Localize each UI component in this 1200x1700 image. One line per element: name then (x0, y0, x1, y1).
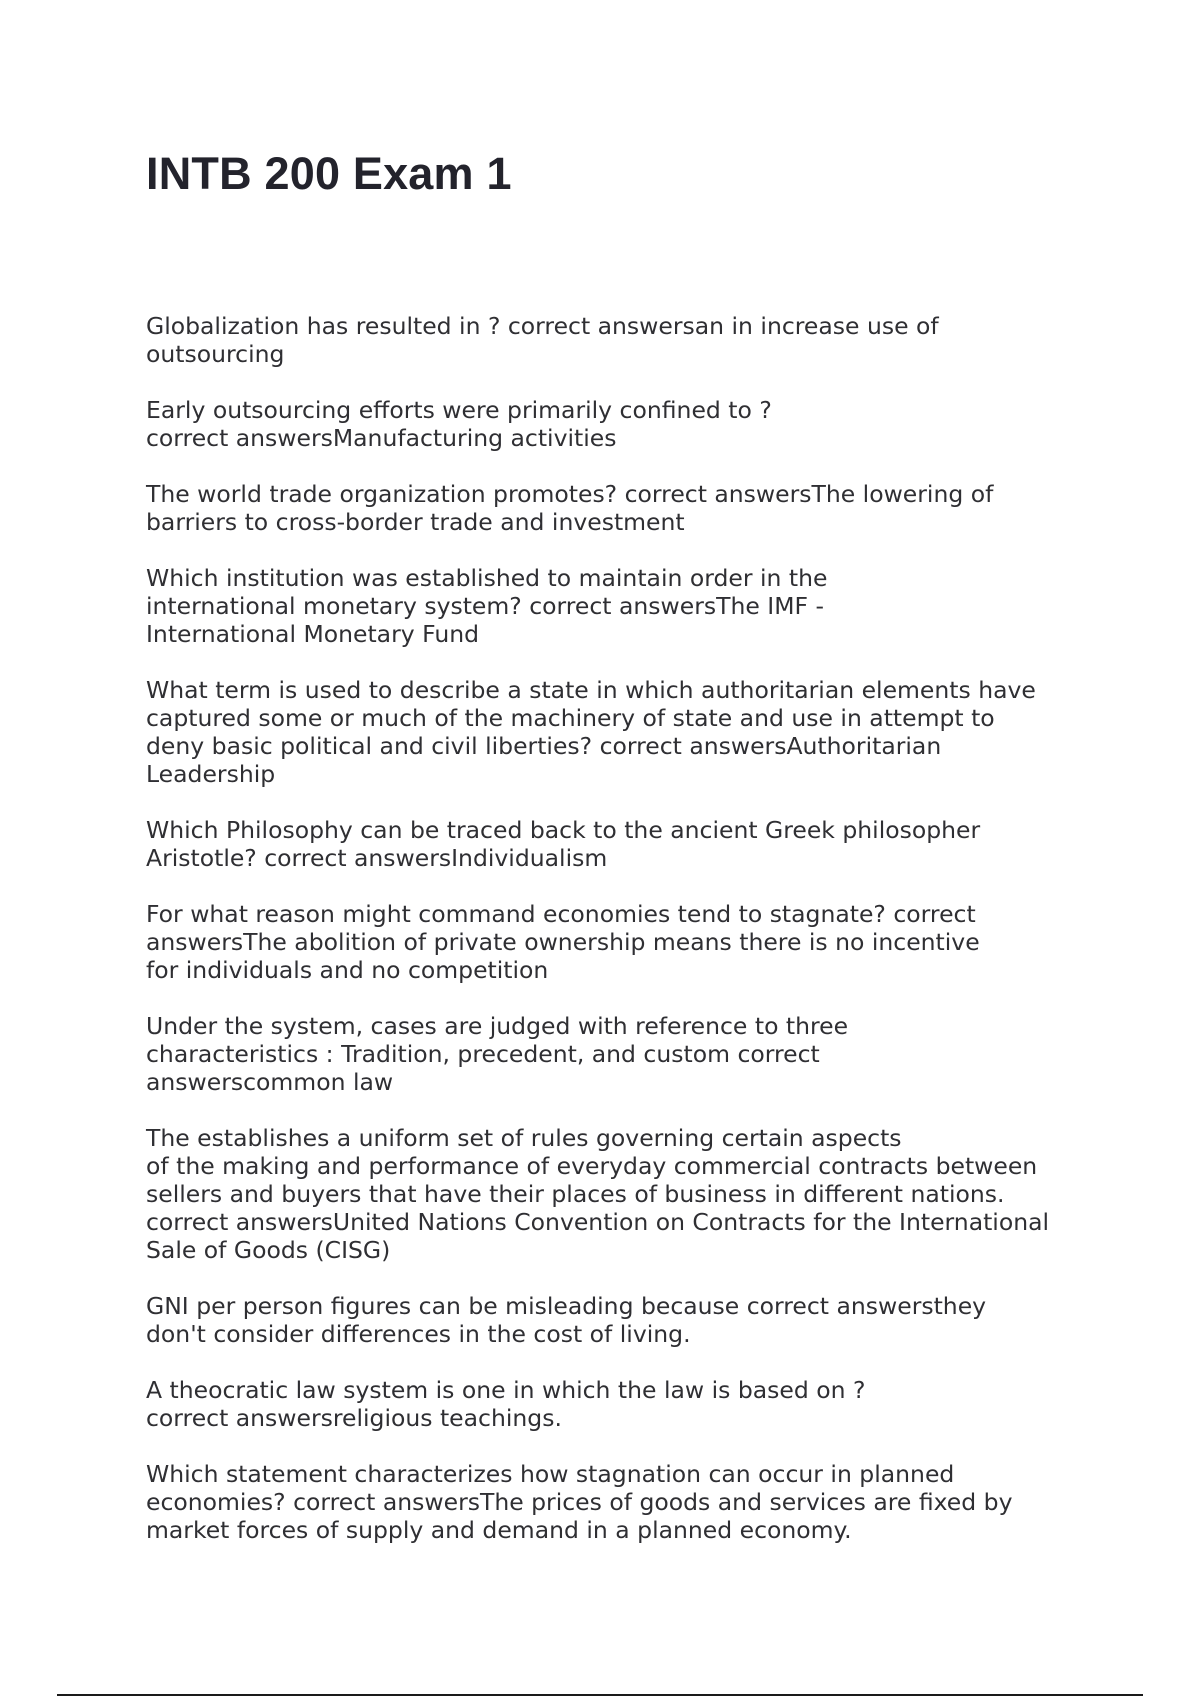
question-answer-item: For what reason might command economies tend to stagnate? correct answersThe abolition of private ownership means there is no incentive for individuals and no competition (146, 900, 980, 984)
question-answer-item: Which statement characterizes how stagnation can occur in planned economies? correct answersThe prices of goods and services are fixed by market forces of supply and demand in a planned economy. (146, 1460, 1013, 1544)
question-list (146, 312, 1076, 1572)
question-answer-item: Which Philosophy can be traced back to the ancient Greek philosopher Aristotle? correct answersIndividualism (146, 816, 981, 872)
page-title: INTB 200 Exam 1 (146, 148, 512, 199)
question-answer-item: GNI per person figures can be misleading because correct answersthey don't consider differences in the cost of living. (146, 1292, 987, 1348)
footer-divider (57, 1694, 1143, 1696)
question-answer-item: A theocratic law system is one in which the law is based on ? correct answersreligious teachings. (146, 1376, 866, 1432)
question-answer-item: The establishes a uniform set of rules governing certain aspects of the making and performance of everyday commercial contracts between sellers and buyers that have their places of business in different nations. correct answersUnited Nations Convention on Contracts for the International Sale of Goods (CISG) (146, 1124, 1050, 1264)
question-answer-item: Under the system, cases are judged with reference to three characteristics : Tradition, precedent, and custom correct answerscommon law (146, 1012, 849, 1096)
question-answer-item: The world trade organization promotes? correct answersThe lowering of barriers to cross-border trade and investment (146, 480, 994, 536)
question-answer-item: What term is used to describe a state in which authoritarian elements have captured some or much of the machinery of state and use in attempt to deny basic political and civil liberties? correct answersAuthoritarian Leadership (146, 676, 1036, 788)
question-answer-item: Which institution was established to maintain order in the international monetary system? correct answersThe IMF - International Monetary Fund (146, 564, 828, 648)
question-answer-item: Globalization has resulted in ? correct answersan in increase use of outsourcing (146, 312, 939, 368)
question-answer-item: Early outsourcing efforts were primarily confined to ? correct answersManufacturing activities (146, 396, 772, 452)
